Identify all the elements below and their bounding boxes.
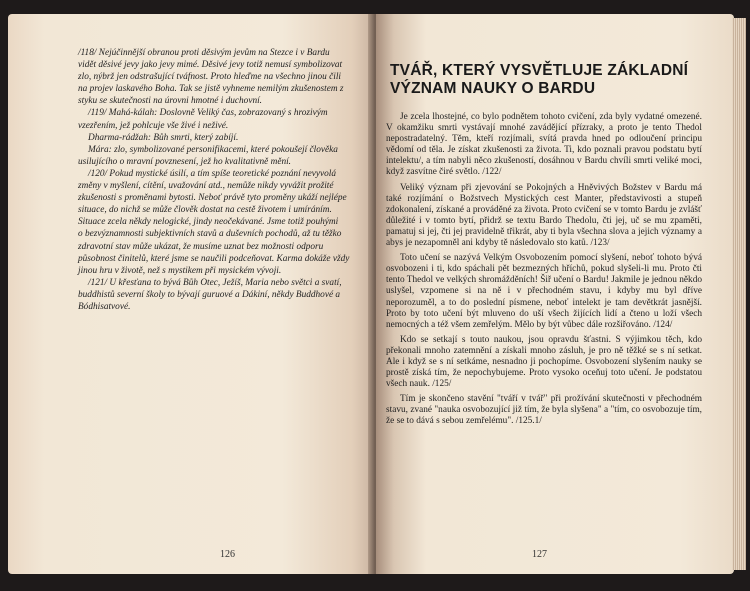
heading-line-2: VÝZNAM NAUKY O BARDU: [390, 80, 596, 97]
note-121-line1: /121/ U křesťana to bývá Bůh Otec, Ježíš, Maria nebo světci a svatí,: [88, 277, 342, 288]
note-120-line5: Situace zcela někdy nelogické, jindy neočekávané. Jsme totiž pouhými: [78, 217, 339, 228]
note-119-line5: usilujícího o mravní povznesení, jež ho kvalitativně mění.: [78, 156, 292, 167]
note-118-line1: /118/ Nejúčinnější obranou proti děsivým jevům na Stezce i v Bardu: [78, 48, 330, 58]
note-119-line2: vzezřením, jež pohlcuje vše živé i neživé.: [78, 120, 229, 131]
page-number-right: 127: [532, 549, 547, 560]
paragraph-125-1: Tím je skončeno stavění "tváří v tvář" při prožívání skutečnosti v přechodném stavu, zvané "nauka osvobozující již tím, že byla slyšena" a "tím, co osvobozuje tím, že se to dává s sebou zemřelému". /125.1/: [386, 394, 702, 427]
note-120-line3: zkušenosti s proměnami bytosti. Neboť právě tyto proměny ukáží nejlépe: [78, 193, 347, 204]
note-120-line9: jinou hru v životě, než s mystikem při mysickém vývoji.: [78, 265, 282, 276]
right-page: [376, 14, 734, 574]
note-118-line2: vidět děsivé jevy jako jevy mimé. Děsivé jevy totiž nemusí symbolizovat: [78, 60, 343, 71]
note-118-line5: styku se skutečnosti na úrovni hmotné i duchovní.: [78, 96, 263, 107]
paragraph-123: Veliký význam při zjevování se Pokojných a Hněvivých Božstev v Bardu má také rozjímání o Božstvech Mystických cest Manter, představivosti a stupeň zdokonalení, získané a prováděné za života. Proto cvičení se v tomto Bardu je zvlášť důležité i v tomto bytí, přidrž se textu Bardo Thedolu, čti jej, uč se mu zpaměti, pamatuj si jej, čti jej pravidelně třikrát, aby ti byla všechna slova a jejich významy a abys je nezapomněl ani kdyby tě následovalo sto katů. /123/: [386, 182, 702, 249]
note-120-line7: zdravotní stav může ukázat, že musíme uznat bez možnosti odporu: [78, 241, 324, 252]
note-120-line2: změny v myšlení, cítění, uvažování atd., nemůže nikdy vyvážit prožité: [78, 181, 334, 192]
left-page: [8, 14, 374, 574]
chapter-heading: [390, 62, 702, 98]
note-120-line1: /120/ Pokud mystické úsilí, a tím spíše teoretické poznání nevyvolá: [88, 168, 337, 179]
note-120-line6: o bezvýznamnosti subjektivních stavů a duševních pochodů, až tu těžko: [78, 229, 342, 240]
page-edges: [732, 18, 746, 570]
note-119-line1: /119/ Mahá-kálah: Doslovně Veliký čas, zobrazovaný s hrozivým: [88, 108, 328, 119]
paragraph-125: Kdo se setkají s touto naukou, jsou opravdu šťastni. S výjimkou těch, kdo překonali mnoho zatemnění a získali mnoho zásluh, je pro ně těžké se s ní setkat. Ale i když se s ní setkáme, nesnadno ji pochopíme. Osvobození slyšením nauky se prostě získá tím, že nepochybujeme. Proto vysoko oceňuj toto učení. Je podstatou všech nauk. /125/: [386, 334, 702, 390]
note-121-line3: Bódhisatvové.: [78, 301, 131, 312]
note-121-line2: buddhistů severní školy to bývají guruové a Dákiní, někdy Buddhové a: [78, 289, 341, 300]
page-number-left: 126: [220, 549, 235, 560]
note-118-line4: na projev laskavého Boha. Tak se jistě vyhneme nemilým zkušenostem z: [78, 84, 344, 95]
note-120-line8: působnost činitelů, které jsme se naučili podceňovat. Karma dokáže vždy: [78, 253, 350, 264]
note-119-line4: Mára: zlo, symbolizované personifikacemi, které pokoušejí člověka: [88, 144, 338, 155]
note-118-line3: zlo, nýbrž jen odstrašující tváfnost. Proto hleďme na všechno jinou čili: [78, 72, 342, 83]
paragraph-124: Toto učení se nazývá Velkým Osvobozením pomocí slyšení, neboť tohoto bývá osvobozeni i ti, kdo spáchali pět bezmezných hříchů, pokud slyšeli-li mu. Proto čti tento Thedol ve velkých shromážděních! Šiř učení o Bardu! Jakmile je jednou někdo uslyšel, vzpomene si na ně i v přechodném stavu, i kdyby mu byl dříve neporozuměl, a to do poslední písmene, neboť intelekt je tam devětkrát jasnější. Proto by toto učení být mluveno do uší všech žijících lidí a čteno u loží všech nemocných a též všem zemřelým. Mělo by být vůbec dále rozšiřováno. /124/: [386, 253, 702, 330]
note-119-line3: Dharma-rádžah: Bůh smrti, který zabíjí.: [88, 132, 239, 143]
heading-line-1: TVÁŘ, KTERÝ VYSVĚTLUJE ZÁKLADNÍ: [390, 62, 689, 79]
paragraph-122: Je zcela lhostejné, co bylo podnětem tohoto cvičení, zda byly vydatné omezené. V okamžiku smrti vystávají mnohé zavádějící přízraky, a proto je tento Thedol nepostradatelný. Těm, kteří rozjímali, svítá pravda hned po odloučení principu vědomí od těla. Je získat zkušenosti za života. Ti, kdo poznali pravou podstatu bytí intelektu/, a tím nabyli něco zkušeností, dosáhnou v Bardu chvíli smrti veliké moci, když zasvítne čiré světlo. /122/: [386, 112, 702, 178]
note-120-line4: situace, do nichž se může člověk dostat na cestě životem i umíráním.: [78, 205, 332, 216]
